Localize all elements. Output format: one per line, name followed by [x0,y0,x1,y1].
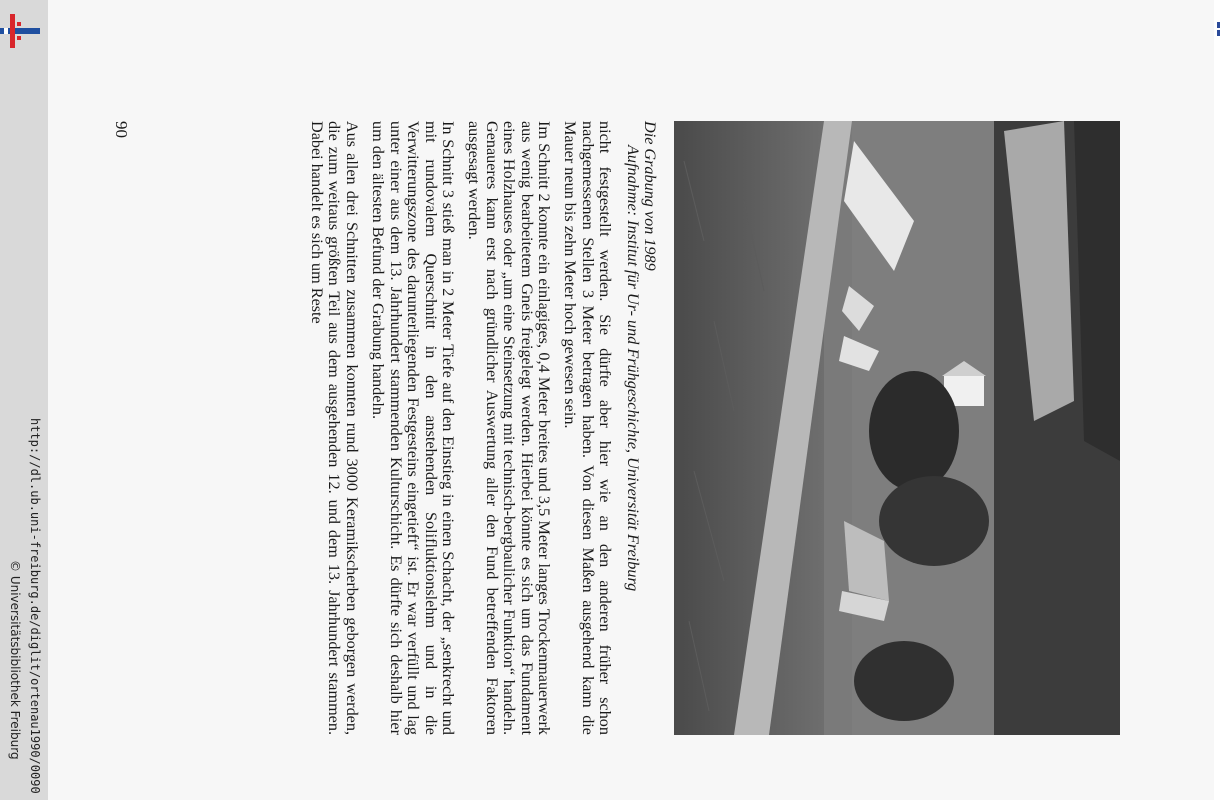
paragraph: Aus allen drei Schnitten zusammen konnten rund 3000 Keramikscherben geborgen werden, die zum weitaus größten Teil aus dem ausgehenden 12. und dem 13. Jahrhundert stammen. Dabei handelt es sich um Reste [308,121,361,735]
excavation-photo [674,121,1120,735]
paragraph: nicht festgestellt werden. Sie dürfte aber hier wie an den anderen früher schon nachgemessenen Stellen 3 Meter betragen haben. Von diesen Maßen ausgehend kann die Mauer neun bis zehn Meter hoch gewesen sein. [561,121,615,735]
caption-credit: Aufnahme: Institut für Ur- und Frühgeschichte, Universität Freiburg [623,145,642,592]
page-text [98,121,658,735]
caption-title: Die Grabung von 1989 [641,121,659,271]
page-edge [1214,0,1224,800]
footer-url[interactable]: http://dl.ub.uni-freiburg.de/diglit/ortenau1990/0090 [28,418,42,794]
paragraph: Im Schnitt 2 konnte ein einlagiges, 0,4 Meter breites und 3,5 Meter langes Trockenmauerwerk aus wenig bearbeitetem Gneis freigelegt werden. Hierbei könnte es sich um das Fundament eines Holzhauses oder „um eine Steinsetzung mit technisch-bergbaulicher Funktion“ handeln. Genaueres kann erst nach gründlicher Auswertung aller den Fund betreffenden Faktoren ausgesagt werden. [465,121,553,735]
paragraph: In Schnitt 3 stieß man in 2 Meter Tiefe auf den Einstieg in einen Schacht, der „senkrecht und mit rundovalem Querschnitt in den anstehenden Solifluktionslehm und in die Verwitterungszone des darunterliegenden Festgesteins eingetieft“ ist. Er war verfüllt und lag unter einer aus dem 13. Jahrhundert stammenden Kulturschicht. Es dürfte sich deshalb hier um den ältesten Befund der Grabung handeln. [369,121,457,735]
footer [2,0,44,800]
photo-caption [623,121,658,735]
viewer-sidebar [0,0,48,800]
page-number: 90 [112,121,131,138]
footer-copyright: © Universitätsbibliothek Freiburg [8,560,22,760]
